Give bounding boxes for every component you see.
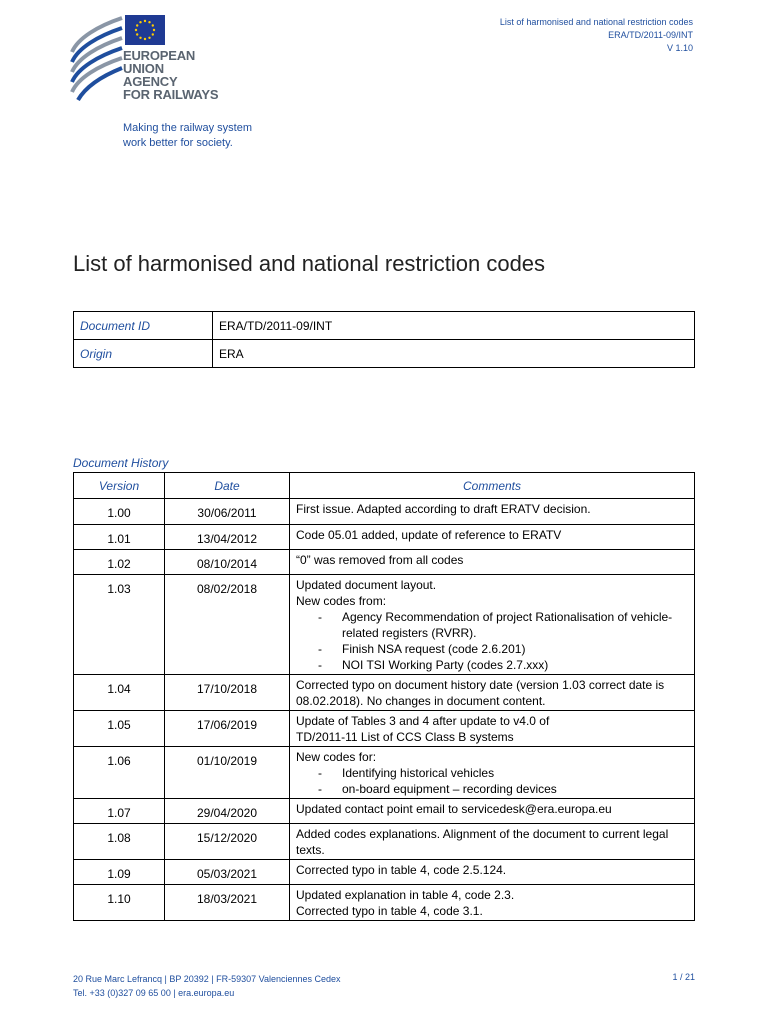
- agency-logo-stripes-icon: [68, 16, 124, 102]
- version-cell: 1.07: [74, 799, 165, 824]
- history-rows: [74, 499, 695, 921]
- table-row: [74, 550, 695, 575]
- running-header: [500, 16, 693, 55]
- comments-cell: [290, 824, 695, 860]
- comments-cell: [290, 575, 695, 675]
- date-cell: 01/10/2019: [165, 747, 290, 799]
- header-version: V 1.10: [666, 43, 693, 53]
- version-cell: 1.06: [74, 747, 165, 799]
- date-cell: 17/10/2018: [165, 675, 290, 711]
- meta-value: ERA/TD/2011-09/INT: [213, 312, 695, 340]
- table-row: [74, 575, 695, 675]
- table-row: [74, 711, 695, 747]
- date-cell: 17/06/2019: [165, 711, 290, 747]
- document-title: List of harmonised and national restriction codes: [73, 251, 546, 276]
- agency-line: AGENCY: [123, 74, 178, 89]
- footer-address: [73, 972, 341, 1000]
- table-row: [74, 747, 695, 799]
- footer-line: 20 Rue Marc Lefrancq | BP 20392 | FR-59307 Valenciennes Cedex: [73, 974, 341, 984]
- comment-line: Code 05.01 added, update of reference to ERATV: [296, 528, 562, 542]
- comment-line: Added codes explanations. Alignment of the document to current legal texts.: [296, 827, 669, 857]
- comment-line: Updated explanation in table 4, code 2.3.: [296, 888, 515, 902]
- agency-line: EUROPEAN: [123, 48, 196, 63]
- tagline: [123, 121, 252, 151]
- tagline-line: Making the railway system: [123, 122, 252, 134]
- comment-line: “0” was removed from all codes: [296, 553, 464, 567]
- history-caption: Document History: [73, 456, 169, 470]
- version-cell: 1.05: [74, 711, 165, 747]
- table-row: [74, 525, 695, 550]
- comment-bullet: - NOI TSI Working Party (codes 2.7.xxx): [296, 657, 688, 673]
- table-row: [74, 824, 695, 860]
- comment-bullet: - on-board equipment – recording devices: [296, 781, 688, 797]
- table-row: [74, 312, 695, 340]
- comment-bullet: - Identifying historical vehicles: [296, 765, 688, 781]
- meta-key: Origin: [74, 340, 213, 368]
- comment-line: Corrected typo on document history date (version 1.03 correct date is 08.02.2018). No changes in document content.: [296, 678, 665, 708]
- date-cell: 08/10/2014: [165, 550, 290, 575]
- version-cell: 1.08: [74, 824, 165, 860]
- table-row: [74, 885, 695, 921]
- agency-name: [123, 49, 218, 101]
- comments-cell: [290, 499, 695, 525]
- footer-line: Tel. +33 (0)327 09 65 00 | era.europa.eu: [73, 988, 235, 998]
- agency-line: UNION: [123, 61, 164, 76]
- version-cell: 1.01: [74, 525, 165, 550]
- version-cell: 1.04: [74, 675, 165, 711]
- comments-cell: [290, 550, 695, 575]
- date-cell: 15/12/2020: [165, 824, 290, 860]
- comment-line: Corrected typo in table 4, code 3.1.: [296, 904, 483, 918]
- table-row: [74, 340, 695, 368]
- date-cell: 30/06/2011: [165, 499, 290, 525]
- column-header-comments: Comments: [290, 473, 695, 499]
- comments-cell: [290, 711, 695, 747]
- comment-line: TD/2011-11 List of CCS Class B systems: [296, 730, 514, 744]
- comment-line: Updated document layout.: [296, 578, 437, 592]
- comments-cell: [290, 525, 695, 550]
- document-history-table: [73, 472, 695, 921]
- date-cell: 08/02/2018: [165, 575, 290, 675]
- version-cell: 1.10: [74, 885, 165, 921]
- meta-value: ERA: [213, 340, 695, 368]
- comment-line: Corrected typo in table 4, code 2.5.124.: [296, 863, 507, 877]
- comment-line: First issue. Adapted according to draft ERATV decision.: [296, 502, 591, 516]
- comment-bullet: - Finish NSA request (code 2.6.201): [296, 641, 688, 657]
- comment-line: New codes for:: [296, 750, 377, 764]
- version-cell: 1.09: [74, 860, 165, 885]
- header-doc-id: ERA/TD/2011-09/INT: [608, 30, 693, 40]
- comments-cell: [290, 860, 695, 885]
- date-cell: 29/04/2020: [165, 799, 290, 824]
- table-row: [74, 675, 695, 711]
- table-row: [74, 860, 695, 885]
- column-header-version: Version: [74, 473, 165, 499]
- header-doc-title: List of harmonised and national restriction codes: [499, 17, 693, 27]
- comment-bullet: - Agency Recommendation of project Rationalisation of vehicle-related registers (RVRR).: [296, 609, 688, 641]
- comments-cell: [290, 747, 695, 799]
- document-meta-table: [73, 311, 695, 368]
- date-cell: 05/03/2021: [165, 860, 290, 885]
- comments-cell: [290, 675, 695, 711]
- page-number: 1 / 21: [672, 972, 695, 982]
- comments-cell: [290, 799, 695, 824]
- tagline-line: work better for society.: [123, 137, 233, 149]
- version-cell: 1.00: [74, 499, 165, 525]
- table-row: [74, 499, 695, 525]
- comment-line: New codes from:: [296, 594, 387, 608]
- comments-cell: [290, 885, 695, 921]
- meta-key: Document ID: [74, 312, 213, 340]
- version-cell: 1.02: [74, 550, 165, 575]
- comment-line: Updated contact point email to servicedesk@era.europa.eu: [296, 802, 612, 816]
- version-cell: 1.03: [74, 575, 165, 675]
- column-header-date: Date: [165, 473, 290, 499]
- table-header-row: [74, 473, 695, 499]
- date-cell: 13/04/2012: [165, 525, 290, 550]
- agency-line: FOR RAILWAYS: [123, 87, 219, 102]
- table-row: [74, 799, 695, 824]
- comment-line: Update of Tables 3 and 4 after update to v4.0 of: [296, 714, 550, 728]
- eu-flag-icon: [125, 15, 165, 45]
- date-cell: 18/03/2021: [165, 885, 290, 921]
